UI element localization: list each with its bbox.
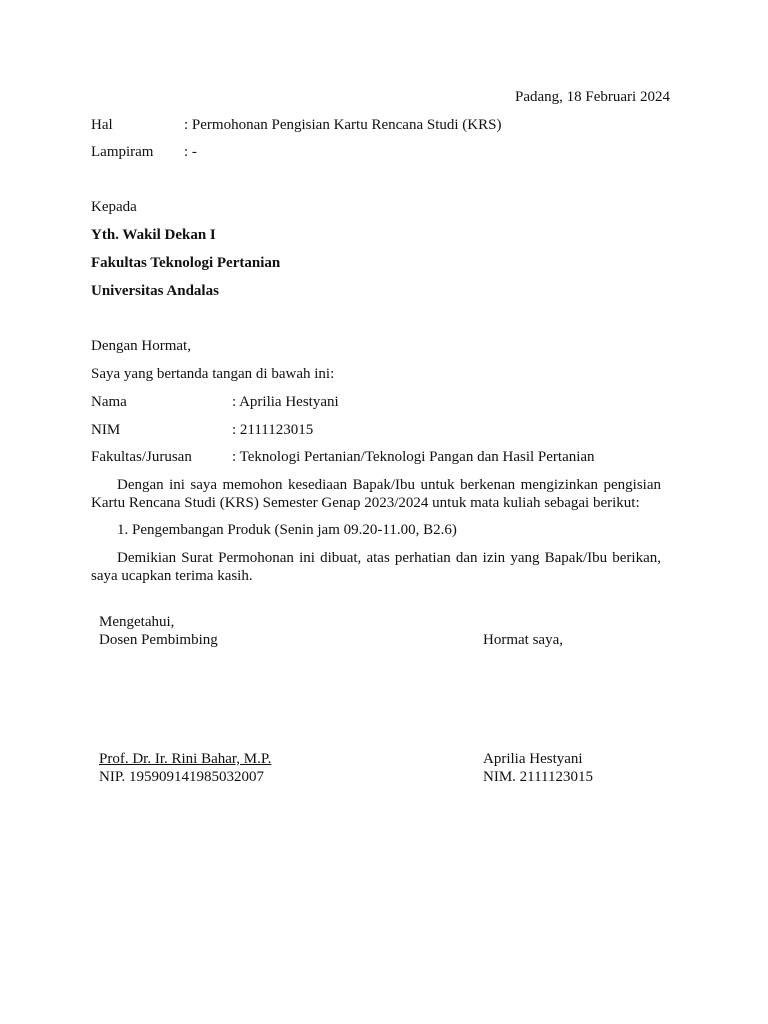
recipient-university: Universitas Andalas (91, 283, 219, 299)
name-label: Nama (91, 394, 127, 410)
faculty-label: Fakultas/Jurusan (91, 449, 192, 465)
recipient-title: Yth. Wakil Dekan I (91, 227, 216, 243)
subject-label: Hal (91, 117, 113, 133)
sig-left-name: Prof. Dr. Ir. Rini Bahar, M.P. (99, 751, 272, 767)
closing-paragraph: Demikian Surat Permohonan ini dibuat, atas perhatian dan izin yang Bapak/Ibu berikan, saya ucapkan terima kasih. (91, 550, 661, 584)
recipient-faculty: Fakultas Teknologi Pertanian (91, 255, 281, 271)
place-date: Padang, 18 Februari 2024 (515, 89, 670, 105)
body-paragraph: Dengan ini saya memohon kesediaan Bapak/Ibu untuk berkenan mengizinkan pengisian Kartu Rencana Studi (KRS) Semester Genap 2023/2024 untuk mata kuliah sebagai berikut: (91, 477, 661, 511)
sig-left-line1: Mengetahui, (99, 614, 175, 630)
course-item: 1. Pengembangan Produk (Senin jam 09.20-11.00, B2.6) (117, 522, 457, 538)
sig-right-line1: Hormat saya, (483, 632, 563, 648)
attachment-value: : - (184, 144, 197, 160)
nim-value: : 2111123015 (232, 422, 314, 438)
sig-left-id: NIP. 195909141985032007 (99, 769, 265, 785)
attachment-label: Lampiram (91, 144, 154, 160)
recipient-to: Kepada (91, 199, 137, 215)
name-value: : Aprilia Hestyani (232, 394, 339, 410)
sig-right-name: Aprilia Hestyani (483, 751, 583, 767)
sig-right-id: NIM. 2111123015 (483, 769, 593, 785)
sig-left-line2: Dosen Pembimbing (99, 632, 218, 648)
faculty-value: : Teknologi Pertanian/Teknologi Pangan dan Hasil Pertanian (232, 449, 595, 465)
intro-text: Saya yang bertanda tangan di bawah ini: (91, 366, 335, 382)
subject-value: : Permohonan Pengisian Kartu Rencana Studi (KRS) (184, 117, 502, 133)
nim-label: NIM (91, 422, 121, 438)
salutation: Dengan Hormat, (91, 338, 191, 354)
